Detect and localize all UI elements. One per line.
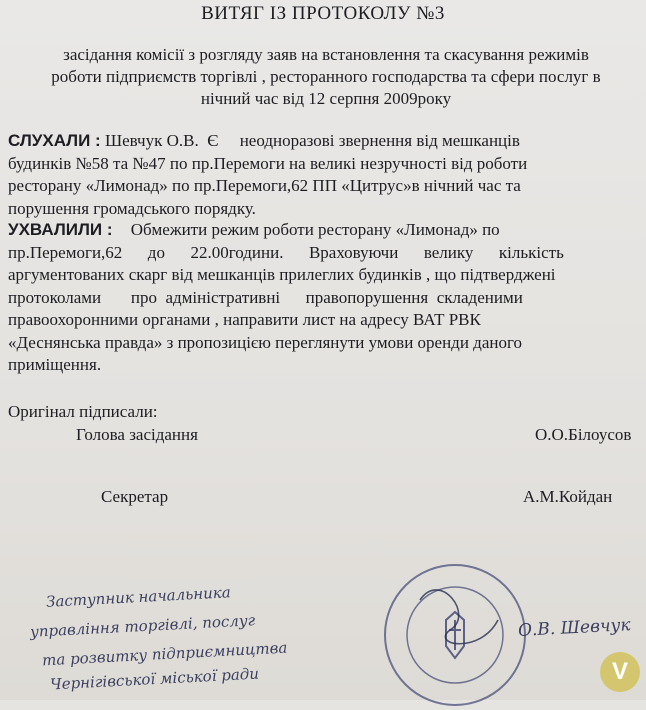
- decided-section: [8, 219, 638, 377]
- decided-label: УХВАЛИЛИ :: [8, 220, 113, 239]
- heard-line: порушення громадського порядку.: [8, 198, 256, 218]
- decided-first-line: Обмежити режим роботи ресторану «Лимонад» по: [130, 220, 500, 239]
- decided-line: приміщення.: [8, 355, 102, 374]
- handwritten-signature: О.В. Шевчук: [517, 615, 632, 641]
- handwritten-line: та розвитку підприємництва: [41, 638, 288, 670]
- heard-first-line: Шевчук О.В. Є неодноразові звернення від мешканців: [104, 131, 520, 150]
- heard-line: ресторану «Лимонад» по пр.Перемоги,62 ПП «Цитрус»в нічний час та: [8, 176, 521, 195]
- secretary-title: Секретар: [101, 487, 169, 506]
- chair-name: О.О.Білоусов: [535, 425, 632, 444]
- handwritten-line: Чернігівської міської ради: [49, 664, 260, 694]
- secretary-name: А.М.Койдан: [523, 487, 613, 506]
- decided-line: правоохоронними органами , направити лист на адресу ВАТ РВК: [8, 310, 481, 329]
- heard-label: СЛУХАЛИ :: [8, 131, 101, 150]
- document-title: ВИТЯГ ІЗ ПРОТОКОЛУ №3: [201, 3, 445, 24]
- decided-line: «Деснянська правда» з пропозицією переглянути умови оренди даного: [8, 332, 523, 352]
- document-subtitle: [28, 44, 624, 110]
- decided-line: пр.Перемоги,62 до 22.00години. Враховуючи велику кількість: [8, 242, 564, 262]
- trident-icon: [446, 612, 464, 658]
- handwritten-line: Заступник начальника: [45, 583, 232, 611]
- subtitle-line: роботи підприємств торгівлі , ресторанного господарства та сфери послуг в: [51, 67, 601, 86]
- watermark-logo-icon: V: [600, 652, 640, 692]
- decided-line: аргументованих скарг від мешканців прилеглих будинків , що підтверджені: [8, 265, 556, 284]
- heard-line: будинків №58 та №47 по пр.Перемоги на великі незручності від роботи: [8, 153, 528, 173]
- heard-section: [8, 130, 638, 220]
- chair-title: Голова засідання: [76, 425, 198, 444]
- handwritten-line: управління торгівлі, послуг: [29, 611, 256, 641]
- decided-line: протоколами про адміністративні правопорушення складеними: [8, 287, 523, 307]
- subtitle-line: нічний час від 12 серпня 2009року: [200, 89, 452, 108]
- original-signed-label: Оригінал підписали:: [8, 402, 158, 421]
- subtitle-line: засідання комісії з розгляду заяв на встановлення та скасування режимів: [63, 45, 589, 64]
- official-stamp: [380, 560, 530, 710]
